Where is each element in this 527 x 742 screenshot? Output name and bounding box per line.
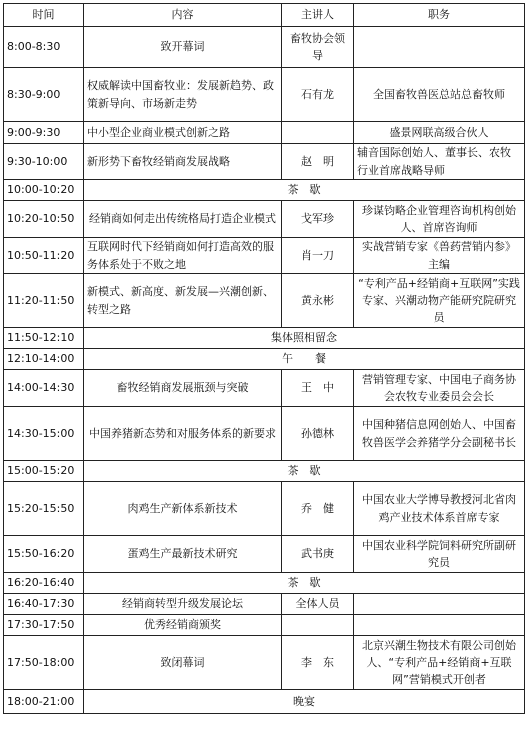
table-row xyxy=(4,536,525,573)
table-row xyxy=(4,27,525,68)
speaker-cell: 畜牧协会领导 xyxy=(282,27,354,68)
position-cell: 珍谋钧略企业管理咨询机构创始人、首席咨询师 xyxy=(354,201,525,238)
time-cell: 10:20-10:50 xyxy=(4,201,84,238)
position-cell xyxy=(354,615,525,636)
speaker-cell: 孙德林 xyxy=(282,407,354,461)
time-cell: 11:20-11:50 xyxy=(4,274,84,328)
time-cell: 16:40-17:30 xyxy=(4,594,84,615)
speaker-cell: 李 东 xyxy=(282,636,354,690)
break-cell: 茶 歇 xyxy=(84,461,525,482)
speaker-cell: 赵 明 xyxy=(282,144,354,180)
header-speaker: 主讲人 xyxy=(282,4,354,27)
content-cell: 经销商如何走出传统格局打造企业模式 xyxy=(84,201,282,238)
position-cell xyxy=(354,594,525,615)
time-cell: 14:00-14:30 xyxy=(4,370,84,407)
table-row xyxy=(4,122,525,144)
content-cell: 新模式、新高度、新发展—兴潮创新、转型之路 xyxy=(84,274,282,328)
speaker-cell: 肖一刀 xyxy=(282,238,354,274)
time-cell: 8:30-9:00 xyxy=(4,68,84,122)
time-cell: 12:10-14:00 xyxy=(4,349,84,370)
position-cell: 中国种猪信息网创始人、中国畜牧兽医学会养猪学分会副秘书长 xyxy=(354,407,525,461)
table-row xyxy=(4,615,525,636)
content-cell: 互联网时代下经销商如何打造高效的服务体系处于不败之地 xyxy=(84,238,282,274)
speaker-cell: 戈军珍 xyxy=(282,201,354,238)
content-cell: 新形势下畜牧经销商发展战略 xyxy=(84,144,282,180)
speaker-cell: 黄永彬 xyxy=(282,274,354,328)
time-cell: 15:20-15:50 xyxy=(4,482,84,536)
content-cell: 致闭幕词 xyxy=(84,636,282,690)
time-cell: 8:00-8:30 xyxy=(4,27,84,68)
table-row xyxy=(4,370,525,407)
time-cell: 10:00-10:20 xyxy=(4,180,84,201)
position-cell: 中国农业科学院饲料研究所副研究员 xyxy=(354,536,525,573)
content-cell: 致开幕词 xyxy=(84,27,282,68)
time-cell: 9:00-9:30 xyxy=(4,122,84,144)
time-cell: 9:30-10:00 xyxy=(4,144,84,180)
position-cell xyxy=(354,27,525,68)
position-cell: 中国农业大学博导教授河北省肉鸡产业技术体系首席专家 xyxy=(354,482,525,536)
content-cell: 权威解读中国畜牧业：发展新趋势、政策新导向、市场新走势 xyxy=(84,68,282,122)
position-cell: “专利产品+经销商+互联网”实践专家、兴潮动物产能研究院研究员 xyxy=(354,274,525,328)
time-cell: 14:30-15:00 xyxy=(4,407,84,461)
time-cell: 16:20-16:40 xyxy=(4,573,84,594)
time-cell: 15:00-15:20 xyxy=(4,461,84,482)
table-row xyxy=(4,482,525,536)
time-cell: 17:30-17:50 xyxy=(4,615,84,636)
position-cell: 营销管理专家、中国电子商务协会农牧专业委员会会长 xyxy=(354,370,525,407)
table-row xyxy=(4,573,525,594)
time-cell: 15:50-16:20 xyxy=(4,536,84,573)
table-row xyxy=(4,274,525,328)
table-row xyxy=(4,328,525,349)
table-row xyxy=(4,636,525,690)
header-time: 时间 xyxy=(4,4,84,27)
schedule-table xyxy=(3,3,525,714)
break-cell: 晚宴 xyxy=(84,690,525,714)
speaker-cell: 石有龙 xyxy=(282,68,354,122)
table-row xyxy=(4,594,525,615)
header-position: 职务 xyxy=(354,4,525,27)
time-cell: 11:50-12:10 xyxy=(4,328,84,349)
time-cell: 18:00-21:00 xyxy=(4,690,84,714)
position-cell: 盛景网联高级合伙人 xyxy=(354,122,525,144)
content-cell: 肉鸡生产新体系新技术 xyxy=(84,482,282,536)
header-content: 内容 xyxy=(84,4,282,27)
break-cell: 茶 歇 xyxy=(84,573,525,594)
speaker-cell: 武书庚 xyxy=(282,536,354,573)
table-row xyxy=(4,238,525,274)
content-cell: 蛋鸡生产最新技术研究 xyxy=(84,536,282,573)
table-row xyxy=(4,68,525,122)
content-cell: 优秀经销商颁奖 xyxy=(84,615,282,636)
table-row xyxy=(4,144,525,180)
table-row xyxy=(4,349,525,370)
table-row xyxy=(4,690,525,714)
break-cell: 集体照相留念 xyxy=(84,328,525,349)
speaker-cell: 乔 健 xyxy=(282,482,354,536)
content-cell: 畜牧经销商发展瓶颈与突破 xyxy=(84,370,282,407)
position-cell: 全国畜牧兽医总站总畜牧师 xyxy=(354,68,525,122)
table-row xyxy=(4,407,525,461)
content-cell: 中小型企业商业模式创新之路 xyxy=(84,122,282,144)
time-cell: 10:50-11:20 xyxy=(4,238,84,274)
table-row xyxy=(4,461,525,482)
speaker-cell xyxy=(282,615,354,636)
position-cell: 北京兴潮生物技术有限公司创始人、“专利产品+经销商+互联网”营销模式开创者 xyxy=(354,636,525,690)
speaker-cell xyxy=(282,122,354,144)
break-cell: 茶 歇 xyxy=(84,180,525,201)
content-cell: 中国养猪新态势和对服务体系的新要求 xyxy=(84,407,282,461)
header-row xyxy=(4,4,525,27)
break-cell: 午 餐 xyxy=(84,349,525,370)
position-cell: 辅音国际创始人、董事长、农牧行业首席战略导师 xyxy=(354,144,525,180)
speaker-cell: 王 中 xyxy=(282,370,354,407)
table-row xyxy=(4,180,525,201)
content-cell: 经销商转型升级发展论坛 xyxy=(84,594,282,615)
time-cell: 17:50-18:00 xyxy=(4,636,84,690)
speaker-cell: 全体人员 xyxy=(282,594,354,615)
position-cell: 实战营销专家《兽药营销内参》主编 xyxy=(354,238,525,274)
table-row xyxy=(4,201,525,238)
